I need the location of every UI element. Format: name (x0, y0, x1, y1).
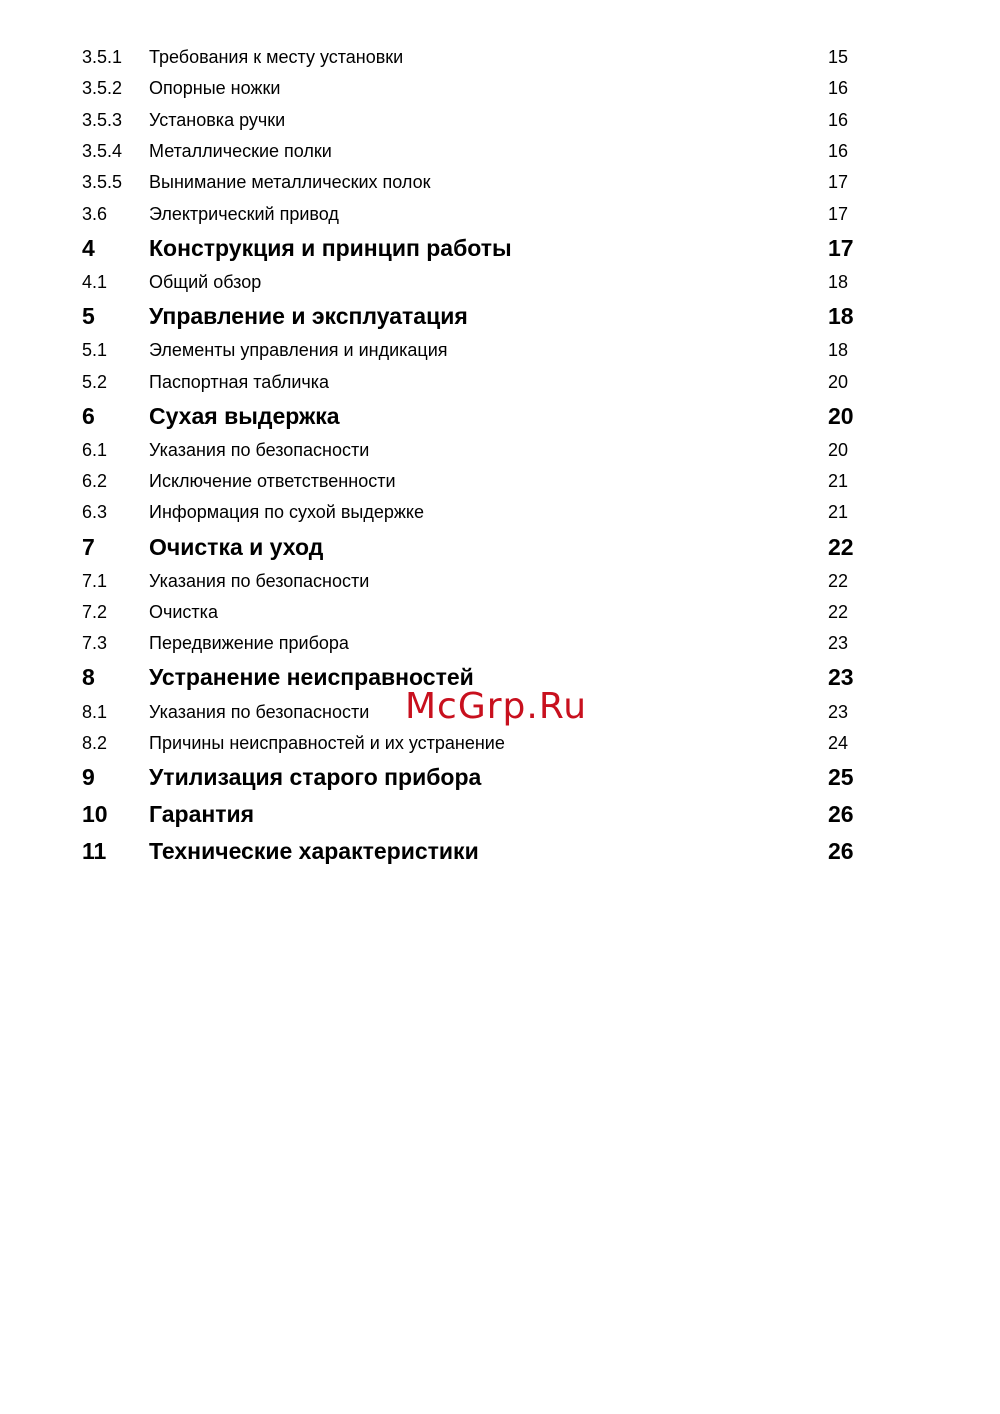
toc-chapter[interactable] (82, 796, 872, 833)
toc-chapter-title: Сухая выдержка (149, 402, 340, 429)
toc-chapter-page: 26 (828, 838, 854, 865)
toc-entry-page: 21 (828, 471, 849, 492)
toc-entry-title: Паспортная табличка (149, 371, 330, 392)
toc-chapter-page: 25 (828, 764, 854, 791)
toc-entry-number: 8.1 (82, 701, 108, 722)
toc-entry-number: 6.2 (82, 471, 108, 492)
toc-chapter-page: 18 (828, 303, 854, 330)
toc-chapter-page: 26 (828, 801, 854, 828)
toc-entry-title: Исключение ответственности (149, 471, 396, 492)
toc-entry-page: 20 (828, 371, 849, 392)
toc-entry[interactable] (82, 136, 872, 167)
toc-chapter-title: Очистка и уход (149, 533, 324, 560)
toc-chapter-title: Технические характеристики (149, 838, 479, 865)
toc-entry[interactable] (82, 366, 872, 397)
toc-entry-page: 15 (828, 47, 849, 68)
toc-entry-title: Очистка (149, 602, 218, 622)
toc-entry[interactable] (82, 597, 872, 628)
toc-chapter-number: 9 (82, 764, 95, 791)
toc-entry-title: Указания по безопасности (149, 701, 370, 722)
toc-entry-title: Информация по сухой выдержке (149, 502, 424, 523)
toc-chapter-title: Утилизация старого прибора (149, 764, 482, 791)
toc-entry-number: 3.5.2 (82, 78, 123, 99)
toc-entry[interactable] (82, 42, 872, 73)
toc-entry-title: Металлические полки (149, 141, 332, 162)
toc-chapter-number: 10 (82, 801, 108, 828)
toc-entry[interactable] (82, 728, 872, 759)
toc-entry[interactable] (82, 267, 872, 298)
toc-entry-number: 6.3 (82, 502, 108, 523)
toc-chapter-number: 6 (82, 402, 95, 429)
toc-entry-page: 23 (828, 633, 849, 654)
toc-entry[interactable] (82, 497, 872, 528)
toc-entry[interactable] (82, 628, 872, 659)
toc-chapter-page: 17 (828, 234, 854, 261)
toc-chapter-title: Гарантия (149, 801, 255, 828)
toc-entry-page: 21 (828, 502, 849, 523)
toc-entry[interactable] (82, 105, 872, 136)
toc-entry-number: 3.5.4 (82, 141, 123, 162)
toc-entry-number: 7.3 (82, 633, 108, 654)
toc-entry-title: Элементы управления и индикация (149, 340, 448, 361)
toc-entry-page: 24 (828, 732, 849, 753)
toc-entry[interactable] (82, 167, 872, 198)
toc-chapter-number: 11 (82, 838, 107, 865)
toc-entry-number: 3.5.5 (82, 172, 123, 193)
toc-chapter[interactable] (82, 759, 872, 796)
toc-entry-number: 7.2 (82, 602, 108, 622)
toc-entry-page: 16 (828, 78, 849, 99)
toc-entry-page: 17 (828, 203, 849, 224)
toc-entry-number: 6.1 (82, 439, 108, 460)
toc-chapter[interactable] (82, 833, 872, 870)
toc-chapter-title: Устранение неисправностей (149, 664, 474, 691)
toc-chapter-page: 23 (828, 664, 854, 691)
toc-entry-number: 3.6 (82, 203, 108, 224)
toc-chapter-number: 7 (82, 533, 95, 560)
toc-entry[interactable] (82, 198, 872, 229)
toc-entry-number: 5.2 (82, 371, 108, 392)
toc-chapter[interactable] (82, 298, 872, 335)
toc-entry-page: 17 (828, 172, 849, 193)
toc-entry-title: Передвижение прибора (149, 633, 349, 654)
toc-entry-number: 7.1 (82, 570, 108, 591)
toc-chapter-number: 4 (82, 234, 95, 261)
toc-entry[interactable] (82, 73, 872, 104)
toc-entry[interactable] (82, 435, 872, 466)
toc-chapter-title: Управление и эксплуатация (149, 303, 468, 330)
toc-chapter[interactable] (82, 230, 872, 267)
toc-chapter[interactable] (82, 529, 872, 566)
toc-entry-title: Указания по безопасности (149, 570, 370, 591)
toc-entry-number: 3.5.3 (82, 109, 123, 130)
toc-entry-title: Электрический привод (149, 203, 339, 224)
toc-chapter-page: 20 (828, 402, 854, 429)
toc-entry-number: 5.1 (82, 340, 108, 361)
toc-entry[interactable] (82, 566, 872, 597)
toc-chapter-page: 22 (828, 533, 854, 560)
toc-entry-title: Общий обзор (149, 271, 262, 292)
toc-entry-page: 16 (828, 141, 849, 162)
table-of-contents (82, 42, 872, 870)
toc-entry-title: Вынимание металлических полок (149, 172, 431, 193)
toc-chapter-number: 8 (82, 664, 95, 691)
toc-entry-page: 22 (828, 602, 849, 622)
toc-entry-title: Причины неисправностей и их устранение (149, 732, 505, 753)
toc-entry-page: 18 (828, 271, 849, 292)
toc-chapter-title: Конструкция и принцип работы (149, 234, 512, 261)
toc-entry-page: 22 (828, 570, 849, 591)
toc-entry-title: Опорные ножки (149, 78, 281, 99)
toc-entry-title: Указания по безопасности (149, 439, 370, 460)
watermark: McGrp.Ru (405, 686, 588, 727)
toc-entry-page: 18 (828, 340, 849, 361)
toc-entry[interactable] (82, 466, 872, 497)
toc-entry-title: Требования к месту установки (149, 47, 404, 68)
toc-chapter[interactable] (82, 398, 872, 435)
toc-entry-title: Установка ручки (149, 109, 286, 130)
toc-entry-page: 23 (828, 701, 849, 722)
toc-entry-number: 4.1 (82, 271, 108, 292)
toc-entry-page: 20 (828, 439, 849, 460)
toc-entry-number: 8.2 (82, 732, 108, 753)
toc-chapter-number: 5 (82, 303, 95, 330)
toc-entry[interactable] (82, 335, 872, 366)
toc-entry-number: 3.5.1 (82, 47, 123, 68)
toc-entry-page: 16 (828, 109, 849, 130)
